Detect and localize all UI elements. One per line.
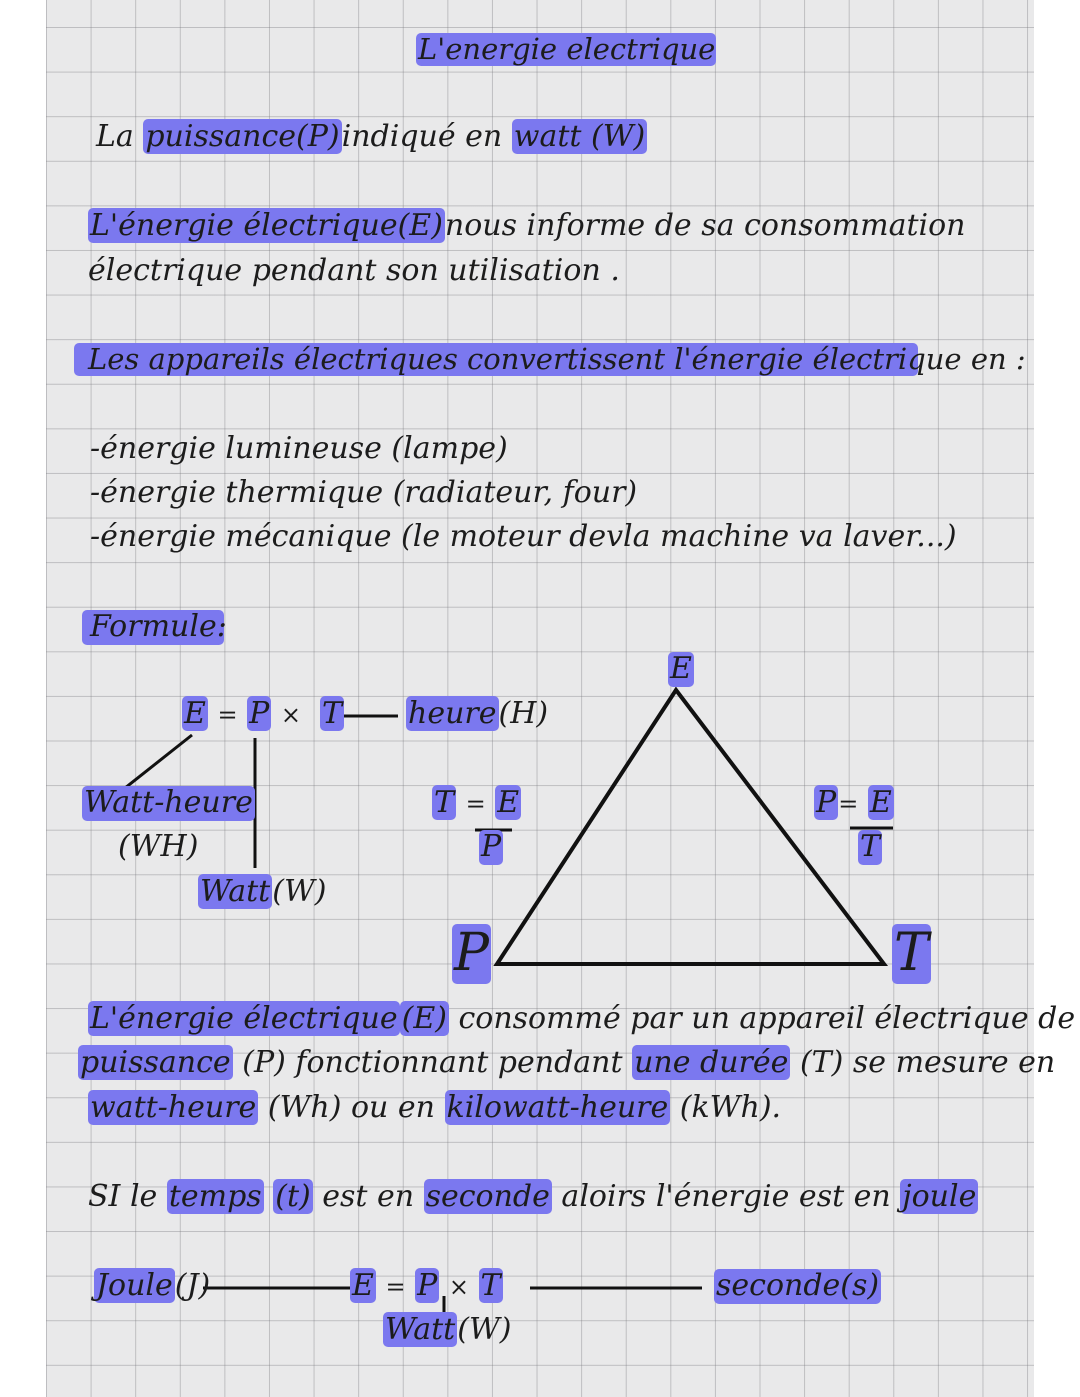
energy-definition-line1: L'énergie électrique(E)nous informe de sa consommation: [90, 208, 966, 243]
summary-line2: puissance (P) fonctionnant pendant une durée (T) se mesure en: [80, 1045, 1056, 1080]
formula-triangle: [497, 690, 884, 964]
list-item: -énergie mécanique (le moteur devla machine va laver...): [90, 519, 957, 554]
watt-hour-abbr: (WH): [118, 829, 199, 864]
formula-t-ep-denominator: P: [481, 829, 502, 864]
triangle-p: P: [454, 923, 489, 983]
list-item: -énergie lumineuse (lampe): [90, 431, 508, 466]
triangle-e: E: [670, 651, 692, 686]
watt-label-2: Watt(W): [385, 1312, 512, 1347]
hour-unit-label: heure(H): [408, 696, 549, 731]
formula-p-et-denominator: T: [860, 829, 881, 864]
joule-condition: SI le temps (t) est en seconde aloirs l'énergie est en joule: [88, 1179, 977, 1214]
formula-heading: Formule:: [82, 610, 224, 645]
conversion-heading: Les appareils électriques convertissent l'énergie électrique en :: [74, 343, 918, 376]
list-item: -énergie thermique (radiateur, four): [90, 475, 638, 510]
formula-p-et: P= E: [816, 785, 892, 820]
power-definition: La puissance(P)indiqué en watt (W): [96, 119, 646, 154]
energy-definition-line2: électrique pendant son utilisation .: [88, 253, 620, 288]
formula-e-pt: E = P × T: [184, 696, 343, 731]
formula-e-pt-seconds: E = P × T: [352, 1268, 501, 1303]
formula-t-ep: T = E: [434, 785, 520, 820]
connector-line: [120, 735, 192, 792]
joule-label: Joule(J): [96, 1268, 211, 1303]
summary-line1: L'énergie électrique (E) consommé par un appareil électrique de: [90, 1001, 1076, 1036]
page-title: L'energie electrique: [418, 32, 716, 66]
watt-label: Watt(W): [200, 874, 327, 909]
summary-line3: watt-heure (Wh) ou en kilowatt-heure (kWh).: [90, 1090, 782, 1125]
watt-hour-label: Watt-heure: [84, 785, 253, 820]
triangle-t: T: [894, 923, 929, 983]
seconds-label: seconde(s): [716, 1268, 880, 1303]
